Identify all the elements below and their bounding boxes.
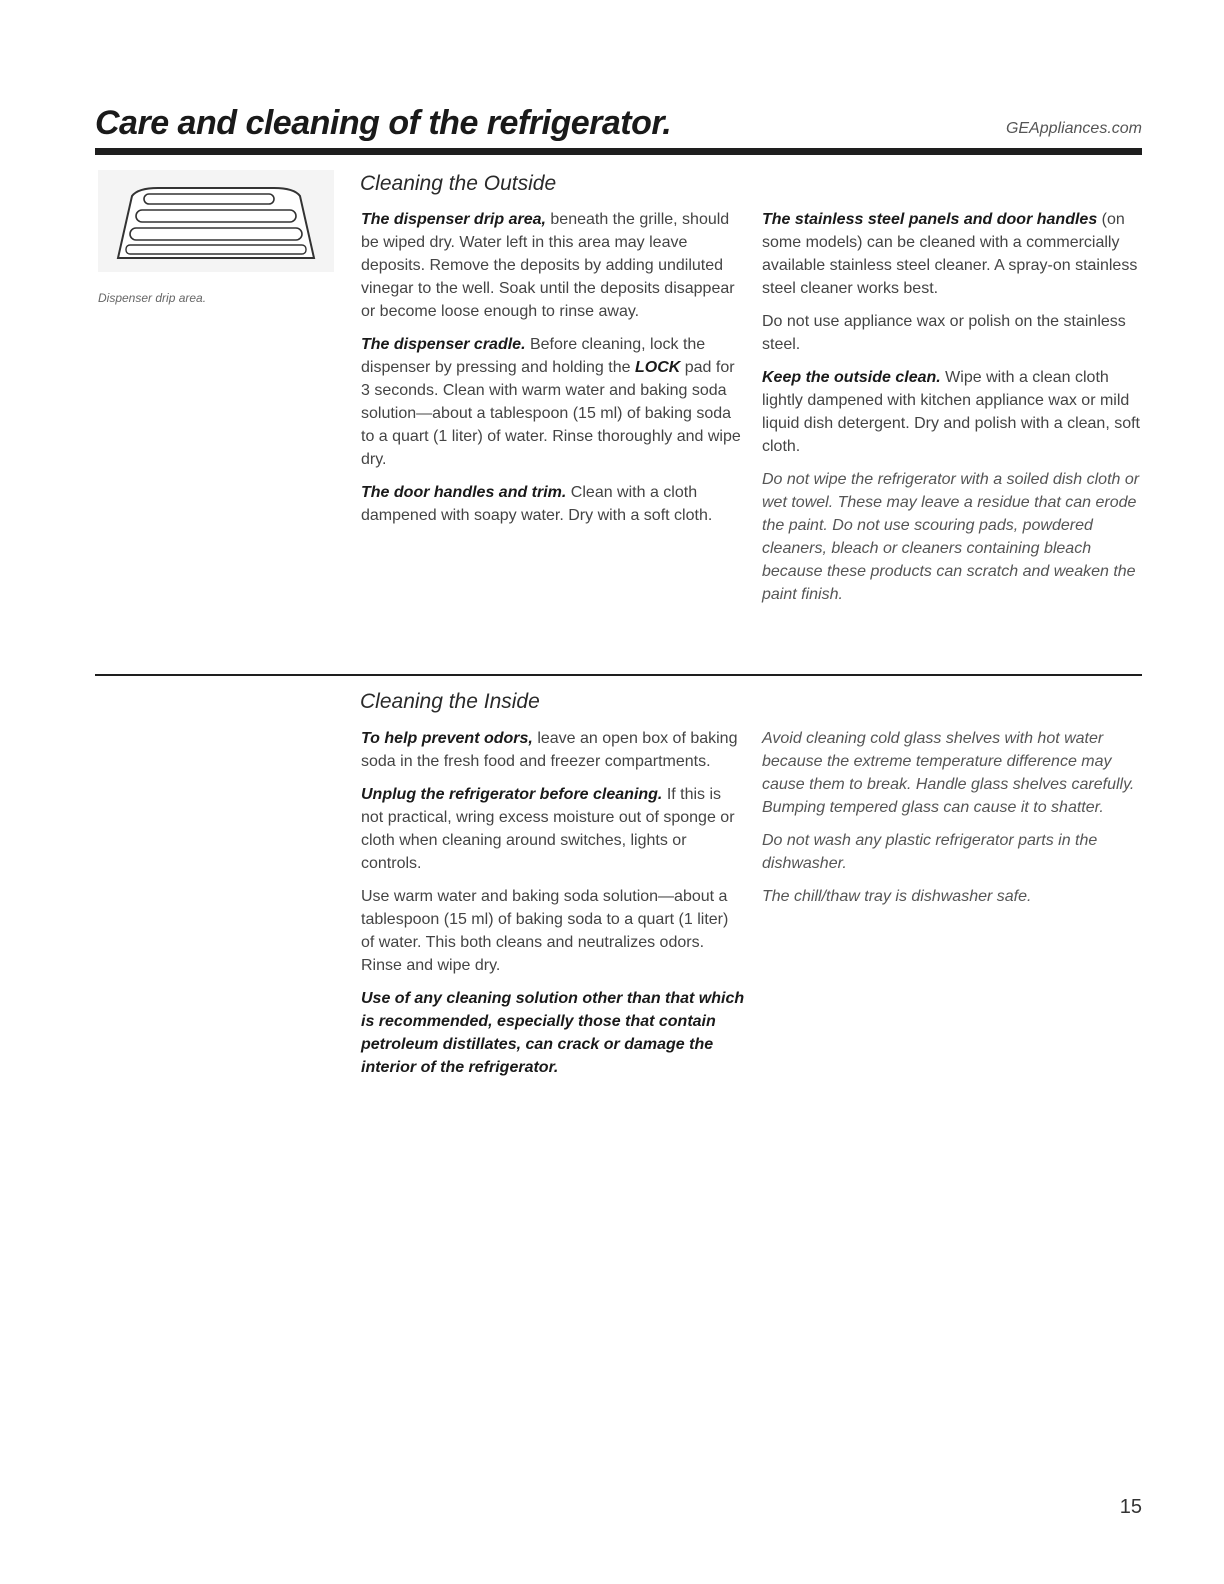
text-odors: leave an open box of baking soda in the fresh food and freezer compartments. xyxy=(361,730,738,770)
text-cradle-a: Before cleaning, lock the dispenser by pressing and holding the xyxy=(361,336,706,376)
lead-unplug: Unplug the refrigerator before cleaning. xyxy=(361,786,663,803)
dispenser-drip-area-illustration xyxy=(98,170,334,272)
text-cradle-b: pad for 3 seconds. Clean with warm water and baking soda solution—about a tablespoon (15 ml) of baking soda to a quart (1 liter) of water. Rinse thoroughly and wipe dry. xyxy=(361,359,741,468)
paragraph-baking-soda: Use warm water and baking soda solution—about a tablespoon (15 ml) of baking soda to a quart (1 liter) of water. This both cleans and neutralizes odors. Rinse and wipe dry. xyxy=(361,888,729,974)
paragraph-keep-clean xyxy=(762,366,1147,458)
section-title-inside: Cleaning the Inside xyxy=(360,690,540,713)
paragraph-paint-warning: Do not wipe the refrigerator with a soiled dish cloth or wet towel. These may leave a residue that can erode the paint. Do not use scouring pads, powdered cleaners, bleach or cleaners containing bleach because these products can scratch and weaken the paint finish. xyxy=(762,471,1140,603)
lead-stainless: The stainless steel panels and door handles xyxy=(762,211,1098,228)
outside-column-left xyxy=(361,208,746,537)
paragraph-no-wax: Do not use appliance wax or polish on the stainless steel. xyxy=(762,313,1126,353)
inside-column-right xyxy=(762,727,1147,918)
lock-label: LOCK xyxy=(634,359,681,376)
text-handles-trim: Clean with a cloth dampened with soapy water. Dry with a soft cloth. xyxy=(361,484,713,524)
site-url: GEAppliances.com xyxy=(1005,120,1142,137)
lead-keep-clean: Keep the outside clean. xyxy=(762,369,941,386)
paragraph-unplug xyxy=(361,783,746,875)
page-title: Care and cleaning of the refrigerator. xyxy=(95,104,672,142)
text-drip-area: beneath the grille, should be wiped dry. Water left in this area may leave deposits. Remove the deposits by adding undiluted vinegar to the well. Soak until the deposits disappear or become loose enough to rinse away. xyxy=(361,211,735,320)
lead-drip-area: The dispenser drip area, xyxy=(361,211,546,228)
figure-caption: Dispenser drip area. xyxy=(98,291,207,305)
paragraph-solution-warning: Use of any cleaning solution other than that which is recommended, especially those that contain petroleum distillates, can crack or damage the interior of the refrigerator. xyxy=(361,990,745,1076)
paragraph-stainless xyxy=(762,208,1147,300)
text-keep-clean: Wipe with a clean cloth lightly dampened with kitchen appliance wax or mild liquid dish detergent. Dry and polish with a clean, soft cloth. xyxy=(762,369,1140,455)
paragraph-drip-area xyxy=(361,208,746,323)
lead-odors: To help prevent odors, xyxy=(361,730,533,747)
paragraph-chill-thaw: The chill/thaw tray is dishwasher safe. xyxy=(762,888,1032,905)
section-divider xyxy=(95,674,1142,676)
lead-cradle: The dispenser cradle. xyxy=(361,336,526,353)
paragraph-handles-trim xyxy=(361,481,746,527)
lead-handles-trim: The door handles and trim. xyxy=(361,484,567,501)
outside-column-right xyxy=(762,208,1147,616)
paragraph-glass-shelves: Avoid cleaning cold glass shelves with hot water because the extreme temperature difference may cause them to break. Handle glass shelves carefully. Bumping tempered glass can cause it to shatter. xyxy=(762,730,1135,816)
inside-column-left xyxy=(361,727,746,1089)
paragraph-odors xyxy=(361,727,746,773)
paragraph-cradle xyxy=(361,333,746,471)
header-rule xyxy=(95,148,1142,155)
section-title-outside: Cleaning the Outside xyxy=(360,172,557,195)
text-unplug: If this is not practical, wring excess moisture out of sponge or cloth when cleaning around switches, lights or controls. xyxy=(361,786,735,872)
paragraph-no-dishwasher: Do not wash any plastic refrigerator parts in the dishwasher. xyxy=(762,832,1098,872)
page-number: 15 xyxy=(1119,1496,1142,1518)
text-stainless: (on some models) can be cleaned with a commercially available stainless steel cleaner. A spray-on stainless steel cleaner works best. xyxy=(762,211,1138,297)
